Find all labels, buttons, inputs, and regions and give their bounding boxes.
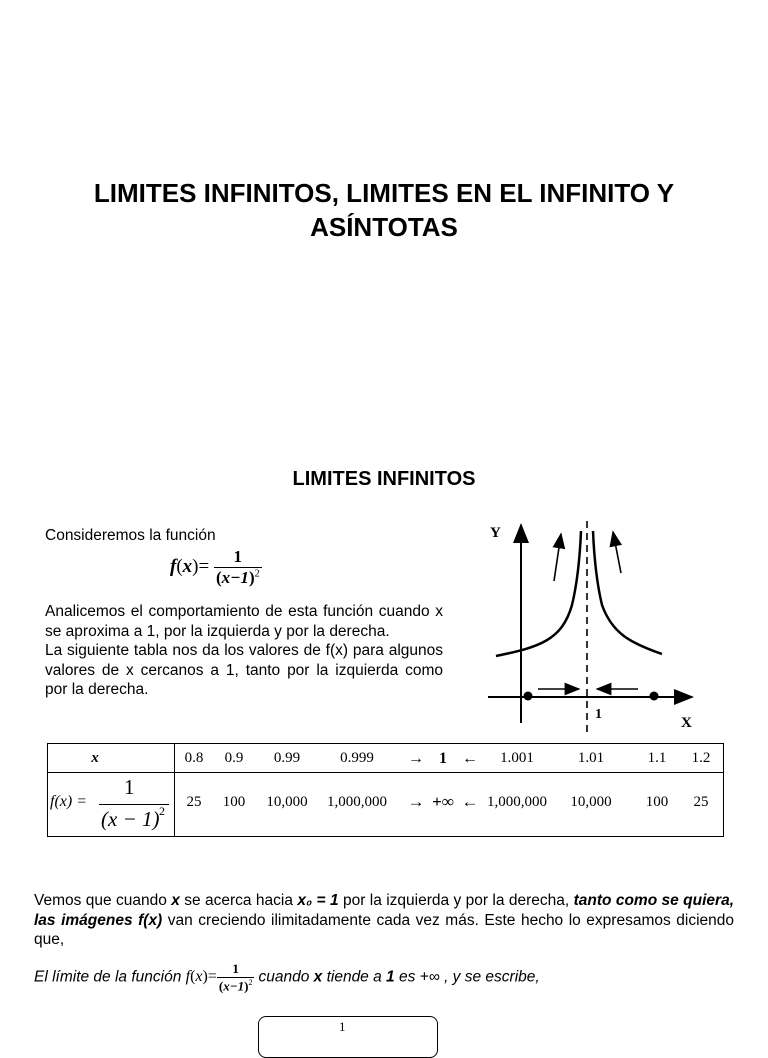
formula-numerator: 1	[214, 547, 262, 568]
formula-x: x	[182, 555, 193, 577]
table-x-cell: 1.001	[500, 750, 534, 766]
conclusion-t1: Vemos que cuando	[34, 892, 172, 909]
limit-t6: es +∞ , y se escribe,	[394, 968, 540, 986]
asymptote-graph	[480, 515, 710, 735]
table-fx-cell: →	[407, 792, 425, 811]
conclusion-t7: van creciendo ilimitadamente cada vez más. Este hecho lo expresamos diciendo que,	[34, 911, 735, 948]
paragraph-analysis-2: La siguiente tabla nos da los valores de f(x) para algunos valores de x cercanos a 1, tanto por la izquierda como por la derecha.	[45, 642, 443, 698]
left-up-arrow	[554, 534, 561, 581]
table-x-cell: 0.8	[184, 750, 204, 766]
limit-t5: 1	[386, 968, 395, 986]
paragraph-analysis	[45, 602, 443, 700]
formula-f: f	[170, 555, 177, 577]
conclusion-t6: tanto como se quiera, las imágenes f(x)	[34, 892, 734, 929]
result-numerator: 1	[339, 1019, 346, 1034]
limit-formula-num: 1	[217, 961, 255, 978]
table-x-cell: 0.999	[340, 750, 374, 766]
table-divider-horizontal	[47, 772, 724, 773]
left-point	[524, 692, 533, 701]
table-x-cell: 1	[439, 750, 447, 767]
paragraph-analysis-1: Analicemos el comportamiento de esta función cuando x se aproxima a 1, por la izquierda y por la derecha.	[45, 603, 443, 640]
table-x-cell: 1.01	[577, 750, 605, 766]
formula-denominator: x−1	[221, 568, 249, 587]
table-fx-cell: 100	[222, 794, 246, 810]
table-x-header: x	[91, 750, 99, 766]
limit-t2: cuando	[258, 968, 314, 986]
paragraph-limit-statement: El límite de la función f(x)= $\frac{1}{(x-1)^2}$ cuando x tiende a 1 es +∞ , y se escribe,	[34, 961, 540, 994]
limit-t4: tiende a	[322, 968, 387, 986]
table-x-cell: 1.2	[691, 750, 711, 766]
table-fx-exponent: 2	[159, 804, 165, 818]
page-title: LIMITES INFINITOS, LIMITES EN EL INFINITO Y ASÍNTOTAS	[93, 178, 675, 242]
table-fx-header	[49, 775, 173, 835]
table-fx-cell: 10,000	[570, 794, 612, 810]
limit-t3: x	[313, 968, 323, 986]
table-fx-cell: 25	[693, 794, 709, 810]
limit-t1: El límite de la función	[34, 968, 186, 986]
y-axis-label: Y	[490, 525, 501, 541]
table-fx-cell: 100	[645, 794, 669, 810]
table-fx-cell: 25	[186, 794, 202, 810]
table-fx-numerator: 1	[124, 775, 135, 799]
section-title: LIMITES INFINITOS	[292, 468, 476, 490]
result-box	[258, 1016, 438, 1058]
table-fx-cell: ←	[461, 792, 479, 811]
conclusion-t5: por la izquierda y por la derecha,	[338, 892, 574, 909]
right-point	[650, 692, 659, 701]
left-branch-curve	[496, 531, 581, 656]
table-fx-denominator: (x − 1)	[101, 807, 160, 831]
conclusion-t4: x₀ = 1	[297, 892, 339, 909]
table-fx-lhs: f(x) =	[50, 793, 87, 810]
table-fx-cell: 1,000,000	[487, 794, 547, 810]
table-x-cell: 1.1	[647, 750, 667, 766]
conclusion-t2: x	[171, 892, 180, 909]
paragraph-conclusion	[34, 891, 734, 950]
conclusion-t3: se acerca hacia	[179, 892, 298, 909]
limit-formula-den: x−1	[223, 978, 245, 994]
right-branch-curve	[593, 531, 662, 654]
table-x-cell: 0.9	[224, 750, 244, 766]
function-formula: f(x)= $\frac{1}{(x-1)^2}$	[170, 547, 260, 587]
table-divider-vertical	[174, 743, 175, 837]
right-up-arrow	[613, 532, 621, 573]
tick-label-one: 1	[595, 707, 602, 722]
table-x-cell: 0.99	[273, 750, 301, 766]
limit-formula-exp: 2	[248, 978, 253, 987]
table-fx-cell: 1,000,000	[327, 794, 387, 810]
table-x-cell: ←	[462, 750, 478, 767]
table-fx-cell: 10,000	[266, 794, 308, 810]
formula-exponent: 2	[254, 568, 260, 580]
table-fx-cell: +∞	[432, 792, 454, 811]
intro-text: Consideremos la función	[45, 527, 216, 544]
table-x-cell: →	[408, 750, 424, 767]
x-axis-label: X	[681, 715, 692, 731]
